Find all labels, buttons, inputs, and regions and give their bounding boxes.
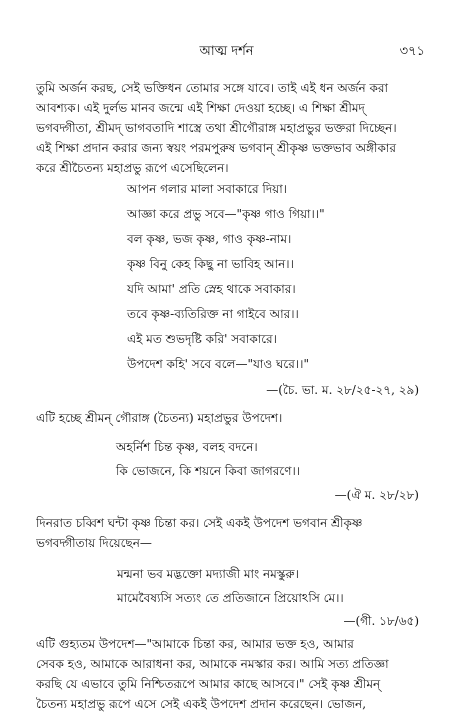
paragraph-1 [36,78,424,178]
citation-1: —(চৈ. ভা. ম. ২৮/২৫-২৭, ২৯) [266,383,419,397]
citation-3: —(গী. ১৮/৬৫) [343,614,419,628]
text-line: ভগবদ্গীতা, শ্রীমদ্ ভাগবতাদি শাস্ত্রে তথা শ্রীগৌরাঙ্গ মহাপ্রভুর ভক্তরা দিচ্ছেন। [36,121,397,135]
verse-line: অহর্নিশ চিন্ত কৃষ্ণ, বলহ বদনে। [116,440,258,454]
text-line: চৈতন্য মহাপ্রভু রূপে এসে সেই একই উপদেশ প্রদান করেছেন। ভোজন, [36,697,367,711]
text-line: এটি গুহ্যতম উপদেশ—"আমাকে চিন্তা কর, আমার ভক্ত হও, আমার [36,637,354,651]
verse-line: মামেবৈষ্যসি সত্যং তে প্রতিজানে প্রিয়োঽসি মে।। [117,591,344,605]
verse-line: আপন গলার মালা সবাকারে দিয়া। [127,182,287,196]
citation-2: —(ঐ ম. ২৮/২৮) [334,488,419,502]
text-line: তুমি অর্জন করছ, সেই ভক্তিধন তোমার সঙ্গে যাবে। তাই এই ধন অর্জন করা [36,81,388,95]
running-header [0,42,453,62]
verse-line: এই মত শুভদৃষ্টি করি' সবাকারে। [127,332,277,346]
page-number: ৩৭১ [399,44,425,59]
paragraph-2 [36,408,424,428]
paragraph-3 [36,513,424,553]
paragraph-4 [36,618,424,714]
verse-line: আজ্ঞা করে প্রভু সবে—"কৃষ্ণ গাও গিয়া।।" [127,207,325,221]
verse-line: বল কৃষ্ণ, ভজ কৃষ্ণ, গাও কৃষ্ণ-নাম। [127,232,292,246]
verse-line: উপদেশ কহি' সবে বলে—"যাও ঘরে।।" [127,357,309,371]
chapter-title: আত্ম দর্শন [199,44,254,59]
verse-line: কৃষ্ণ বিনু কেহ কিছু না ভাবিহ আন।। [127,257,294,271]
text-line: সেবক হও, আমাকে আরাধনা কর, আমাকে নমস্কার কর। আমি সত্য প্রতিজ্ঞা [36,657,389,671]
text-line: করছি যে এভাবে তুমি নিশ্চিতরূপে আমার কাছে আসবে।" সেই কৃষ্ণ শ্রীমন্ [36,677,381,691]
verse-line: মন্মনা ভব মদ্ভক্তো মদ্যাজী মাং নমস্কুরু। [117,567,299,581]
text-line: দিনরাত চব্বিশ ঘন্টা কৃষ্ণ চিন্তা কর। সেই একই উপদেশ ভগবান শ্রীকৃষ্ণ [36,516,363,530]
text-line: ভগবদ্গীতায় দিয়েছেন— [36,536,152,550]
verse-line: যদি আমা' প্রতি স্নেহ থাকে সবাকার। [127,282,296,296]
text-line: এটি হচ্ছে শ্রীমন্ গৌরাঙ্গ (চৈতন্য) মহাপ্রভুর উপদেশ। [36,411,283,425]
text-line: এই শিক্ষা প্রদান করার জন্য স্বয়ং পরমপুরুষ ভগবান্ শ্রীকৃষ্ণ ভক্তভাব অঙ্গীকার [36,141,396,155]
text-line: আবশ্যক। এই দুর্লভ মানব জন্মে এই শিক্ষা দেওয়া হচ্ছে। এ শিক্ষা শ্রীমদ্ [36,101,365,115]
verse-line: তবে কৃষ্ণ-ব্যতিরিক্ত না গাইবে আর।। [127,307,299,321]
verse-line: কি ভোজনে, কি শয়নে কিবা জাগরণে।। [116,464,301,478]
text-line: করে শ্রীচৈতন্য মহাপ্রভু রূপে এসেছিলেন। [36,161,229,175]
